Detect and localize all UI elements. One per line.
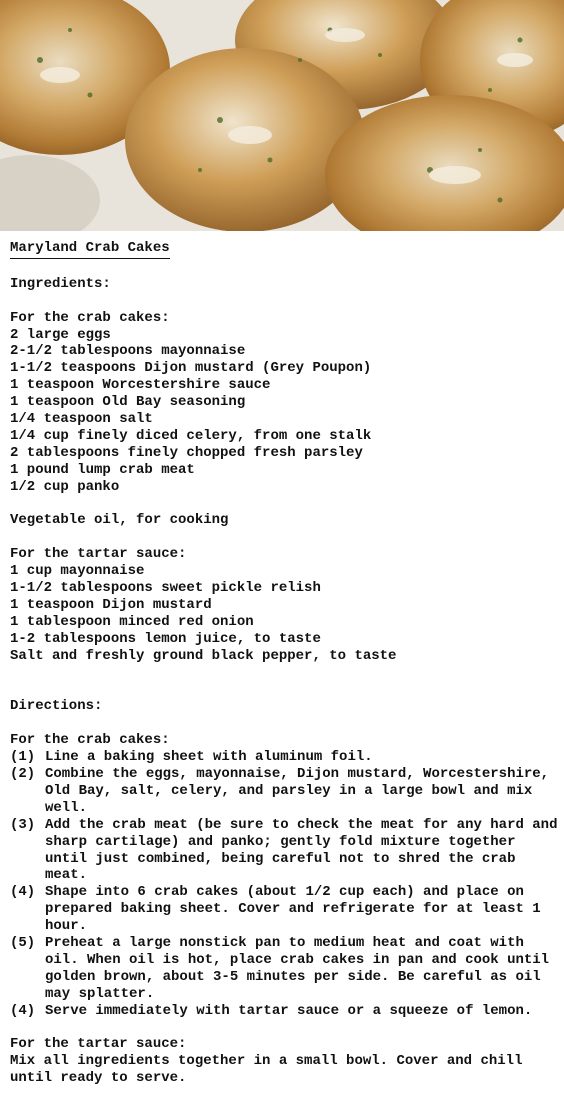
- step-text: Serve immediately with tartar sauce or a squeeze of lemon.: [45, 1002, 533, 1019]
- crab-cakes-heading: For the crab cakes:: [10, 309, 170, 326]
- list-item: 1-1/2 teaspoons Dijon mustard (Grey Poupon): [10, 360, 372, 377]
- cooking-oil: Vegetable oil, for cooking: [10, 512, 229, 529]
- list-item: 1/4 teaspoon salt: [10, 411, 153, 428]
- step-number: (1): [10, 749, 36, 766]
- list-item: Salt and freshly ground black pepper, to taste: [10, 647, 397, 664]
- direction-step: [10, 817, 558, 885]
- directions-crab-heading: For the crab cakes:: [10, 732, 170, 749]
- list-item: 1 teaspoon Dijon mustard: [10, 596, 212, 613]
- crab-cake-ingredient-list: [10, 327, 558, 496]
- list-item: 1-1/2 tablespoons sweet pickle relish: [10, 580, 321, 597]
- list-item: 1 pound lump crab meat: [10, 461, 195, 478]
- list-item: 1/2 cup panko: [10, 478, 120, 495]
- list-item: 2-1/2 tablespoons mayonnaise: [10, 343, 246, 360]
- step-text: Shape into 6 crab cakes (about 1/2 cup each) and place on prepared baking sheet. Cover and refrigerate for at least 1 hour.: [45, 884, 541, 935]
- direction-step: [10, 766, 558, 817]
- step-number: (5): [10, 935, 36, 952]
- direction-step: [10, 749, 558, 766]
- crab-cakes-illustration: [0, 0, 564, 231]
- step-text: Line a baking sheet with aluminum foil.: [45, 749, 373, 766]
- list-item: 2 large eggs: [10, 326, 111, 343]
- direction-steps: [10, 749, 558, 1020]
- step-number: (3): [10, 816, 36, 833]
- directions-heading: Directions:: [10, 698, 103, 715]
- crab-cakes-photo: [0, 0, 564, 231]
- step-number: (2): [10, 766, 36, 782]
- list-item: 1 teaspoon Worcestershire sauce: [10, 377, 271, 394]
- list-item: 2 tablespoons finely chopped fresh parsley: [10, 444, 363, 461]
- step-number: (4): [10, 884, 36, 901]
- list-item: 1 cup mayonnaise: [10, 563, 145, 580]
- list-item: 1-2 tablespoons lemon juice, to taste: [10, 630, 321, 647]
- tartar-heading: For the tartar sauce:: [10, 546, 187, 563]
- directions-tartar-heading: For the tartar sauce:: [10, 1036, 187, 1053]
- direction-step: [10, 935, 558, 1003]
- ingredients-heading: Ingredients:: [10, 275, 111, 292]
- step-text: Add the crab meat (be sure to check the meat for any hard and sharp cartilage) and panko; gently fold mixture together until just combined, being careful not to shred the crab meat.: [45, 816, 558, 884]
- direction-step: [10, 884, 558, 935]
- step-text: Preheat a large nonstick pan to medium heat and coat with oil. When oil is hot, place crab cakes in pan and cook until golden brown, about 3-5 minutes per side. Be careful as oil may splatter.: [45, 935, 550, 1002]
- list-item: 1 tablespoon minced red onion: [10, 613, 254, 630]
- step-text: Combine the eggs, mayonnaise, Dijon mustard, Worcestershire, Old Bay, salt, celery, and parsley in a large bowl and mix well.: [45, 766, 550, 816]
- list-item: 1/4 cup finely diced celery, from one stalk: [10, 427, 372, 444]
- direction-step: [10, 1003, 558, 1020]
- list-item: 1 teaspoon Old Bay seasoning: [10, 394, 246, 411]
- recipe-text: [10, 240, 558, 1087]
- tartar-directions: Mix all ingredients together in a small bowl. Cover and chill until ready to serve.: [10, 1053, 523, 1087]
- recipe-title: Maryland Crab Cakes: [10, 240, 170, 259]
- tartar-ingredient-list: [10, 563, 558, 664]
- step-number: (4): [10, 1002, 36, 1019]
